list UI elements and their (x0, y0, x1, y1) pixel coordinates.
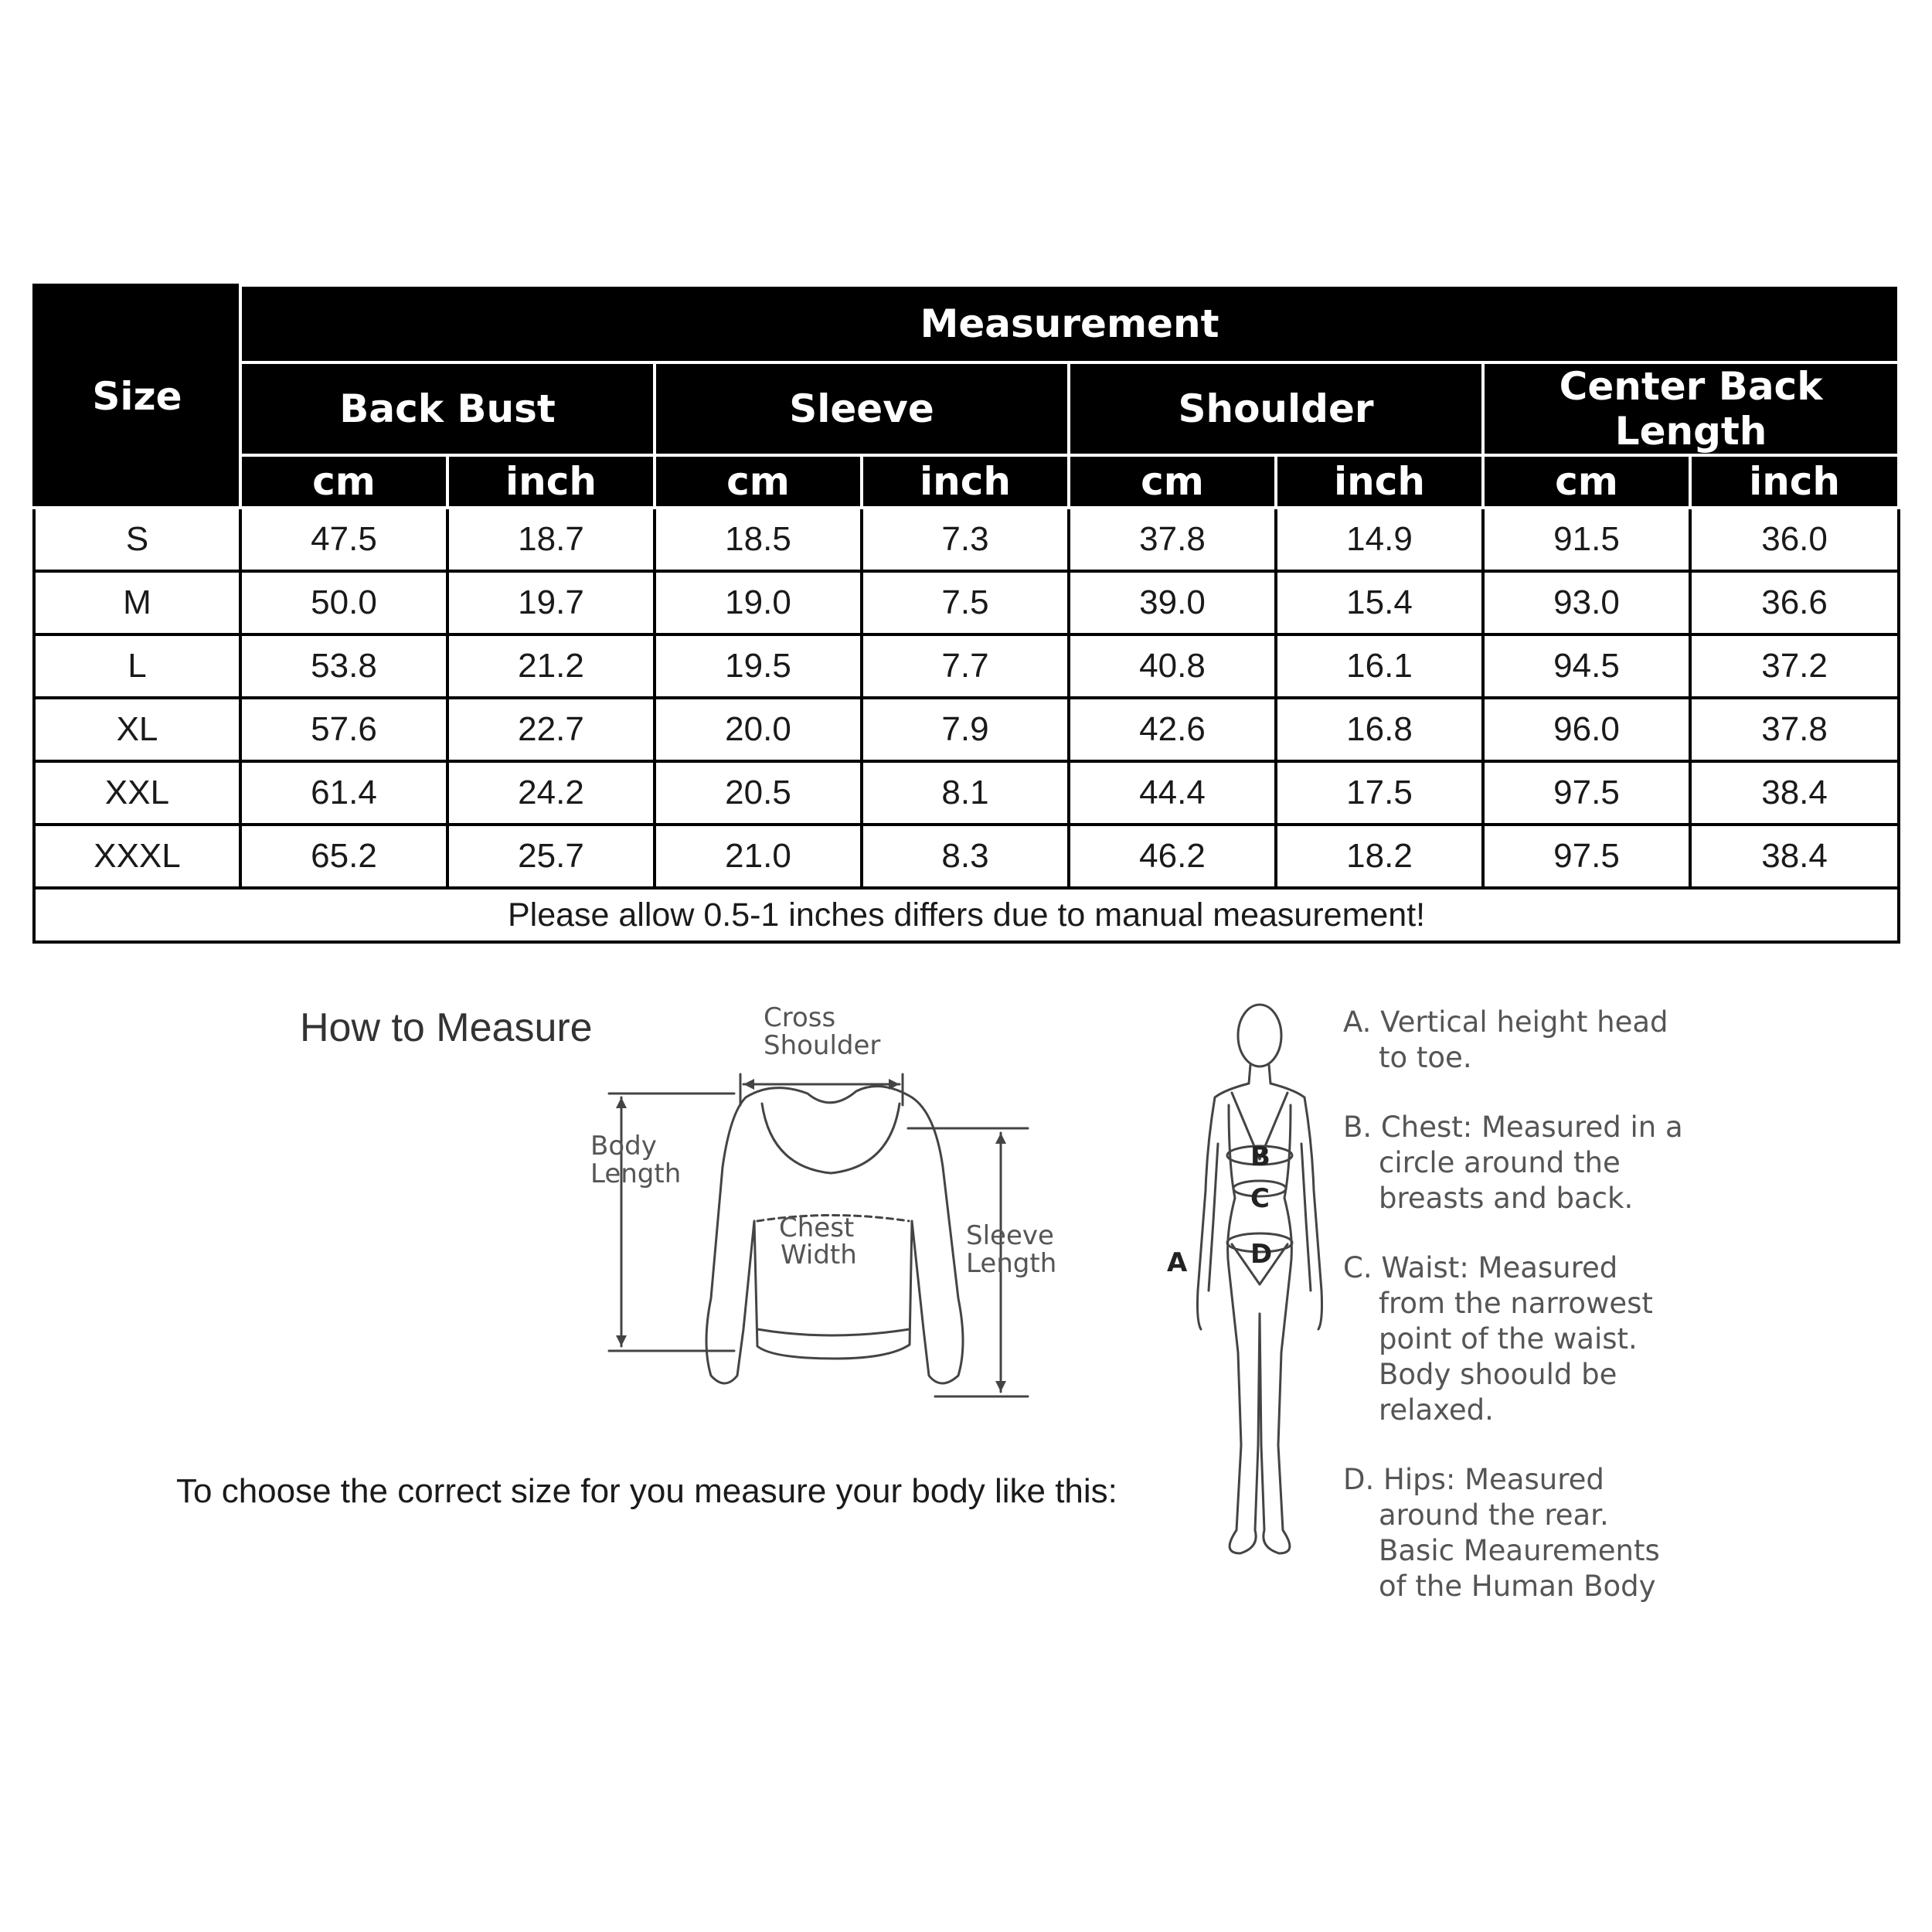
table-cell: 21.2 (447, 634, 655, 698)
table-cell: 8.3 (862, 825, 1069, 888)
legend-text: to toe. (1379, 1041, 1472, 1074)
legend-text: from the narrowest (1379, 1287, 1653, 1320)
legend-text: point of the waist. (1379, 1322, 1638, 1355)
legend-text: C. Waist: Measured (1343, 1251, 1618, 1284)
legend-text: of the Human Body (1379, 1570, 1656, 1603)
sleeve-length-label: Sleeve (966, 1220, 1054, 1251)
table-cell: XL (34, 698, 240, 761)
group-header-sleeve: Sleeve (655, 362, 1069, 455)
table-cell: 61.4 (240, 761, 447, 825)
table-row (34, 825, 1899, 888)
unit-header: inch (1690, 455, 1899, 508)
cross-shoulder-label: Cross (764, 1002, 836, 1033)
measurement-header: Measurement (240, 285, 1899, 362)
table-cell: 15.4 (1276, 571, 1483, 634)
table-row (34, 634, 1899, 698)
table-cell: 18.5 (655, 508, 862, 571)
legend-text: circle around the (1379, 1146, 1621, 1179)
legend-text: Body shoould be (1379, 1358, 1617, 1391)
table-cell: 7.3 (862, 508, 1069, 571)
body-length-label: Body (590, 1131, 657, 1162)
choose-size-instruction: To choose the correct size for you measure your body like this: (176, 1472, 1117, 1510)
table-cell: 36.6 (1690, 571, 1899, 634)
table-cell: 17.5 (1276, 761, 1483, 825)
table-cell: 7.9 (862, 698, 1069, 761)
table-cell: 39.0 (1069, 571, 1276, 634)
table-cell: 14.9 (1276, 508, 1483, 571)
table-cell: 37.2 (1690, 634, 1899, 698)
table-cell: 65.2 (240, 825, 447, 888)
unit-header: cm (1069, 455, 1276, 508)
unit-header: inch (862, 455, 1069, 508)
table-cell: 18.7 (447, 508, 655, 571)
table-cell: 19.0 (655, 571, 862, 634)
table-cell: 24.2 (447, 761, 655, 825)
table-cell: 38.4 (1690, 825, 1899, 888)
legend-text: Basic Meaurements (1379, 1534, 1660, 1567)
legend-item-d (1343, 1462, 1776, 1604)
table-cell: 44.4 (1069, 761, 1276, 825)
sleeve-length-label: Length (966, 1248, 1057, 1279)
size-chart-table (32, 284, 1900, 944)
table-cell: XXXL (34, 825, 240, 888)
size-header: Size (34, 285, 240, 508)
table-row (34, 761, 1899, 825)
legend-text: around the rear. (1379, 1498, 1609, 1532)
table-cell: 50.0 (240, 571, 447, 634)
human-body-diagram (1151, 989, 1352, 1592)
table-cell: 19.7 (447, 571, 655, 634)
table-cell: 96.0 (1483, 698, 1690, 761)
legend-text: B. Chest: Measured in a (1343, 1111, 1683, 1144)
table-row (34, 698, 1899, 761)
table-cell: 21.0 (655, 825, 862, 888)
table-cell: 53.8 (240, 634, 447, 698)
table-cell: 40.8 (1069, 634, 1276, 698)
legend-item-b (1343, 1110, 1776, 1216)
body-label-a: A (1167, 1247, 1188, 1278)
table-cell: L (34, 634, 240, 698)
garment-measurement-diagram (572, 989, 1082, 1422)
table-cell: 97.5 (1483, 761, 1690, 825)
group-header-row (34, 362, 1899, 455)
note-row (34, 888, 1899, 942)
legend-text: relaxed. (1379, 1393, 1494, 1427)
table-cell: 57.6 (240, 698, 447, 761)
table-cell: 25.7 (447, 825, 655, 888)
cross-shoulder-label: Shoulder (764, 1030, 881, 1061)
table-cell: 18.2 (1276, 825, 1483, 888)
table-cell: 46.2 (1069, 825, 1276, 888)
table-cell: 19.5 (655, 634, 862, 698)
measurement-note: Please allow 0.5-1 inches differs due to manual measurement! (34, 888, 1899, 942)
unit-header: cm (655, 455, 862, 508)
table-cell: 47.5 (240, 508, 447, 571)
table-cell: 37.8 (1690, 698, 1899, 761)
table-cell: XXL (34, 761, 240, 825)
table-cell: M (34, 571, 240, 634)
unit-header: cm (240, 455, 447, 508)
table-cell: 94.5 (1483, 634, 1690, 698)
legend-text: A. Vertical height head (1343, 1005, 1668, 1039)
body-length-label: Length (590, 1158, 682, 1189)
legend-text: breasts and back. (1379, 1182, 1634, 1215)
table-cell: 8.1 (862, 761, 1069, 825)
legend-item-a (1343, 1005, 1776, 1076)
table-row (34, 571, 1899, 634)
chest-width-label: Chest (779, 1213, 855, 1243)
table-cell: S (34, 508, 240, 571)
chest-width-label: Width (781, 1240, 857, 1270)
table-cell: 20.5 (655, 761, 862, 825)
body-label-b: B (1250, 1141, 1270, 1172)
body-label-d: D (1250, 1239, 1273, 1270)
group-header-shoulder: Shoulder (1069, 362, 1483, 455)
table-cell: 7.7 (862, 634, 1069, 698)
table-cell: 16.1 (1276, 634, 1483, 698)
table-cell: 37.8 (1069, 508, 1276, 571)
table-cell: 7.5 (862, 571, 1069, 634)
table-cell: 36.0 (1690, 508, 1899, 571)
table-cell: 16.8 (1276, 698, 1483, 761)
group-header-back-bust: Back Bust (240, 362, 655, 455)
table-cell: 97.5 (1483, 825, 1690, 888)
unit-header: inch (1276, 455, 1483, 508)
table-cell: 38.4 (1690, 761, 1899, 825)
legend-item-c (1343, 1250, 1776, 1428)
unit-header: cm (1483, 455, 1690, 508)
how-to-measure-title: How to Measure (300, 1005, 593, 1050)
unit-header: inch (447, 455, 655, 508)
table-row (34, 508, 1899, 571)
table-cell: 42.6 (1069, 698, 1276, 761)
group-header-center-back-length: Center Back Length (1483, 362, 1899, 455)
table-cell: 20.0 (655, 698, 862, 761)
measurement-legend (1343, 1005, 1776, 1638)
table-cell: 91.5 (1483, 508, 1690, 571)
table-cell: 22.7 (447, 698, 655, 761)
legend-text: D. Hips: Measured (1343, 1463, 1604, 1496)
body-label-c: C (1250, 1183, 1270, 1214)
unit-header-row (34, 455, 1899, 508)
table-cell: 93.0 (1483, 571, 1690, 634)
